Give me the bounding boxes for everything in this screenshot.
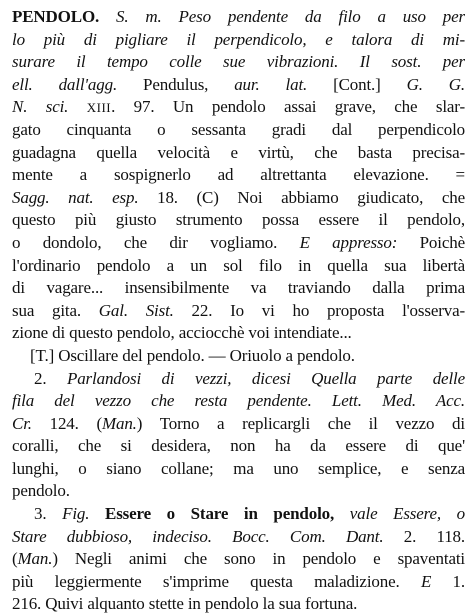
- text-run: Essere o Stare in pendolo,: [105, 504, 335, 524]
- text-run: o dondolo, che dir vogliamo.: [12, 232, 300, 252]
- entry-line-13: [12, 277, 465, 300]
- text-run: Pendulus,: [117, 74, 235, 94]
- text-run: [Cont.]: [307, 74, 407, 94]
- text-run: G. G.: [406, 74, 465, 94]
- entry-line-2: [12, 29, 465, 52]
- entry-line-18: [12, 390, 465, 413]
- text-run: Parlandosi di vezzi, dicesi Quella parte delle: [66, 368, 465, 388]
- entry-line-6: [12, 119, 465, 142]
- text-run: sua gita.: [12, 300, 99, 320]
- text-run: Stare dubbioso, indeciso. Bocc. Com. Dant.: [12, 526, 384, 546]
- text-run: E: [420, 571, 432, 591]
- text-run: 2.: [34, 368, 67, 388]
- text-run: surare il tempo colle sue vibrazioni. Il sost. per: [12, 52, 465, 72]
- text-run: ) Torno a replicargli che il vezzo di: [136, 413, 465, 433]
- entry-line-12: [12, 255, 465, 278]
- entry-line-3: [12, 51, 465, 74]
- entry-line-27: [12, 593, 465, 616]
- text-run: N. sci.: [12, 97, 69, 117]
- text-run: [T.] Oscillare del pendolo. — Oriuolo a pendolo.: [30, 345, 355, 365]
- text-run: E appresso:: [299, 232, 398, 252]
- text-run: (: [12, 549, 18, 569]
- entry-line-21: [12, 458, 465, 481]
- text-run: lo più di pigliare il perpendicolo, e talora di mi-: [12, 29, 465, 49]
- entry-line-24: [12, 526, 465, 549]
- entry-line-5: [12, 96, 465, 119]
- text-run: 22. Io vi ho proposta l'osserva-: [173, 300, 465, 320]
- text-run: [334, 504, 350, 523]
- entry-line-15: [12, 322, 465, 345]
- text-run: mente a sospignerlo ad altrettanta elevazione. =: [12, 165, 465, 185]
- text-run: coralli, che si desidera, non ha da essere di que': [12, 436, 465, 456]
- entry-line-9: [12, 187, 465, 210]
- text-run: vale Essere, o: [349, 504, 465, 524]
- entry-line-26: [12, 571, 465, 594]
- text-run: [99, 7, 116, 26]
- text-run: ell. dall'agg.: [12, 74, 118, 94]
- text-run: ) Negli animi che sono in pendolo e spaventati: [52, 549, 465, 569]
- text-run: Cr.: [12, 413, 32, 433]
- text-run: guadagna quella velocità e virtù, che basta precisa-: [12, 142, 465, 162]
- entry-line-17: [12, 368, 465, 391]
- text-run: lunghi, o siano collane; ma uno semplice, e senza: [12, 458, 465, 478]
- entry-line-22: [12, 480, 465, 503]
- text-run: gato cinquanta o sessanta gradi dal perpendicolo: [12, 119, 465, 139]
- text-run: [68, 97, 86, 116]
- text-run: Sagg. nat. esp.: [12, 187, 139, 207]
- text-run: zione di questo pendolo, acciocchè voi intendiate...: [12, 323, 352, 343]
- entry-line-7: [12, 142, 465, 165]
- text-run: 3.: [34, 504, 63, 524]
- entry-line-11: [12, 232, 465, 255]
- text-run: l'ordinario pendolo a un sol filo in quella sua libertà: [12, 255, 465, 275]
- text-run: aur. lat.: [234, 74, 308, 94]
- entry-line-20: [12, 435, 465, 458]
- entry-line-23: [12, 503, 465, 526]
- text-run: 2. 118.: [383, 526, 465, 546]
- text-run: più leggiermente s'imprime questa maladizione.: [12, 571, 421, 591]
- text-run: . 97. Un pendolo assai grave, che slar-: [111, 97, 465, 117]
- text-run: 124. (: [31, 413, 102, 433]
- text-run: Man.: [101, 413, 137, 433]
- entry-line-4: [12, 74, 465, 97]
- text-run: di vagare... insensibilmente va traviando dalla prima: [12, 278, 465, 298]
- text-run: XIII: [86, 100, 112, 116]
- text-run: fila del vezzo che resta pendente. Lett. Med. Acc.: [12, 391, 465, 411]
- text-run: Gal. Sist.: [98, 300, 174, 320]
- entry-line-25: [12, 548, 465, 571]
- entry-line-14: [12, 300, 465, 323]
- text-run: Man.: [17, 549, 53, 569]
- text-run: 18. (C) Noi abbiamo giudicato, che: [138, 187, 465, 207]
- text-run: 216. Quivi alquanto stette in pendolo la sua fortuna.: [12, 594, 358, 614]
- text-run: Poichè: [397, 232, 465, 252]
- text-run: [89, 504, 105, 523]
- entry-line-16: [12, 345, 465, 368]
- headword: PENDOLO.: [12, 7, 100, 26]
- text-run: S. m. Peso pendente da filo a uso per: [116, 7, 465, 26]
- entry-line-1: [12, 6, 465, 29]
- text-run: 1.: [431, 571, 465, 591]
- text-run: Fig.: [62, 504, 90, 524]
- entry-line-8: [12, 164, 465, 187]
- entry-line-10: [12, 209, 465, 232]
- text-run: questo più giusto strumento possa essere il pendolo,: [12, 210, 465, 230]
- entry-line-19: [12, 413, 465, 436]
- text-run: pendolo.: [12, 481, 70, 501]
